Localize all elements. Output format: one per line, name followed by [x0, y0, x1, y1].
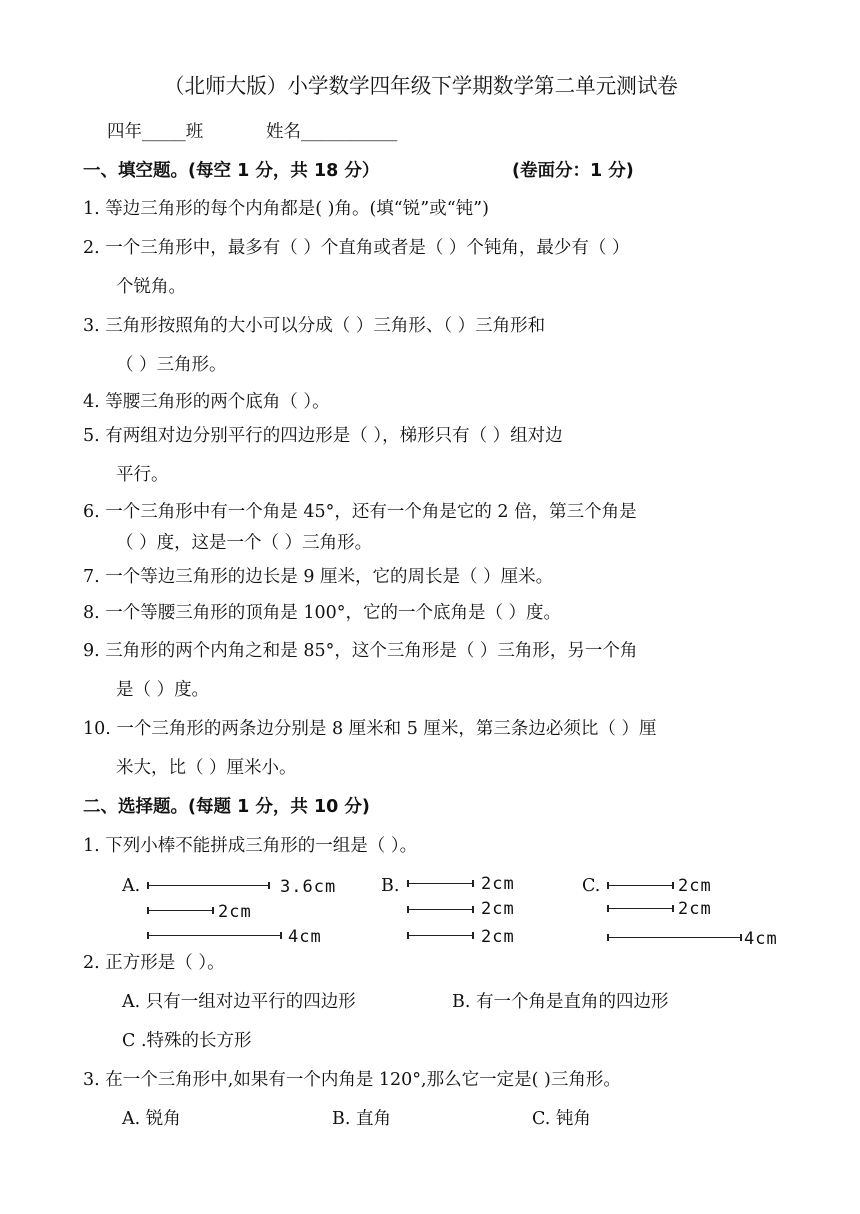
stick-a-3-length: 4cm [288, 927, 322, 947]
stick-c-2-length: 2cm [678, 899, 712, 919]
stick-c-2-right-end [672, 905, 674, 912]
fill-question-2-cont: 个锐角。 [116, 277, 186, 297]
stick-b-2-right-end [472, 906, 474, 913]
stick-b-2 [408, 909, 474, 910]
stick-c-1-right-end [672, 882, 674, 889]
fill-question-3-cont: （ ）三角形。 [116, 355, 227, 375]
fill-question-10: 10. 一个三角形的两条边分别是 8 厘米和 5 厘米，第三条边必须比（ ）厘 [83, 719, 657, 739]
fill-question-9: 9. 三角形的两个内角之和是 85°，这个三角形是（ ）三角形，另一个角 [83, 641, 638, 661]
stick-b-3 [408, 935, 474, 936]
fill-question-8: 8. 一个等腰三角形的顶角是 100°，它的一个底角是（ ）度。 [83, 603, 562, 623]
fill-question-9-cont: 是（ ）度。 [116, 680, 210, 700]
stick-a-3-right-end [280, 932, 282, 939]
fill-question-6: 6. 一个三角形中有一个角是 45°，还有一个角是它的 2 倍，第三个角是 [83, 502, 637, 522]
stick-b-3-length: 2cm [481, 927, 515, 947]
stick-c-3-length: 4cm [744, 929, 778, 949]
stick-a-2 [148, 910, 214, 911]
fill-question-2: 2. 一个三角形中，最多有（ ）个直角或者是（ ）个钝角，最少有（ ） [83, 238, 630, 258]
stick-c-3 [608, 937, 742, 938]
stick-c-3-right-end [740, 934, 742, 941]
choice-question-2-option-b: B. 有一个角是直角的四边形 [452, 992, 669, 1012]
score-note: (卷面分：1 分) [512, 161, 634, 181]
stick-a-3-left-end [147, 932, 149, 939]
option-a-label: A. [122, 876, 141, 896]
choice-question-1: 1. 下列小棒不能拼成三角形的一组是（ ）。 [83, 836, 418, 856]
choice-question-2-option-c: C .特殊的长方形 [122, 1031, 252, 1051]
choice-question-2: 2. 正方形是（ ）。 [83, 953, 225, 973]
fill-question-5-cont: 平行。 [116, 465, 169, 485]
stick-b-3-left-end [407, 932, 409, 939]
fill-question-5: 5. 有两组对边分别平行的四边形是（ ），梯形只有（ ）组对边 [83, 426, 563, 446]
stick-c-1-left-end [607, 882, 609, 889]
fill-question-7: 7. 一个等边三角形的边长是 9 厘米，它的周长是（ ）厘米。 [83, 567, 554, 587]
stick-a-3 [148, 935, 282, 936]
name-field: 姓名___________ [266, 122, 398, 142]
option-b-label: B. [381, 876, 400, 896]
stick-a-1-left-end [147, 882, 149, 889]
fill-question-4: 4. 等腰三角形的两个底角（ ）。 [83, 392, 330, 412]
stick-b-2-left-end [407, 906, 409, 913]
fill-question-3: 3. 三角形按照角的大小可以分成（ ）三角形、（ ）三角形和 [83, 316, 546, 336]
stick-b-2-length: 2cm [481, 899, 515, 919]
section2-heading: 二、选择题。(每题 1 分，共 10 分) [83, 797, 370, 817]
stick-b-1-left-end [407, 880, 409, 887]
stick-b-3-right-end [472, 932, 474, 939]
choice-question-3: 3. 在一个三角形中,如果有一个内角是 120°,那么它一定是( )三角形。 [83, 1070, 621, 1090]
page-title: （北师大版）小学数学四年级下学期数学第二单元测试卷 [163, 74, 678, 98]
stick-b-1-length: 2cm [481, 874, 515, 894]
choice-question-3-option-b: B. 直角 [332, 1109, 391, 1129]
choice-question-2-option-a: A. 只有一组对边平行的四边形 [122, 992, 356, 1012]
fill-question-10-cont: 米大，比（ ）厘米小。 [116, 758, 297, 778]
stick-a-1-right-end [268, 882, 270, 889]
stick-a-2-left-end [147, 907, 149, 914]
stick-c-2-left-end [607, 905, 609, 912]
stick-c-1 [608, 885, 674, 886]
class-field: 四年_____班 [107, 122, 204, 142]
stick-a-1-length: 3.6cm [280, 877, 337, 897]
choice-question-3-option-a: A. 锐角 [122, 1109, 181, 1129]
stick-b-1-right-end [472, 880, 474, 887]
stick-c-1-length: 2cm [678, 876, 712, 896]
option-c-label: C. [582, 876, 601, 896]
stick-c-3-left-end [607, 934, 609, 941]
fill-question-1: 1. 等边三角形的每个内角都是( )角。(填“锐”或“钝”) [83, 199, 489, 219]
fill-question-6-cont: （ ）度，这是一个（ ）三角形。 [116, 533, 373, 553]
choice-question-3-option-c: C. 钝角 [532, 1109, 591, 1129]
stick-b-1 [408, 883, 474, 884]
stick-a-2-right-end [212, 907, 214, 914]
stick-a-2-length: 2cm [218, 902, 252, 922]
stick-c-2 [608, 908, 674, 909]
stick-a-1 [148, 885, 270, 886]
section1-heading: 一、填空题。(每空 1 分，共 18 分） [83, 161, 380, 181]
